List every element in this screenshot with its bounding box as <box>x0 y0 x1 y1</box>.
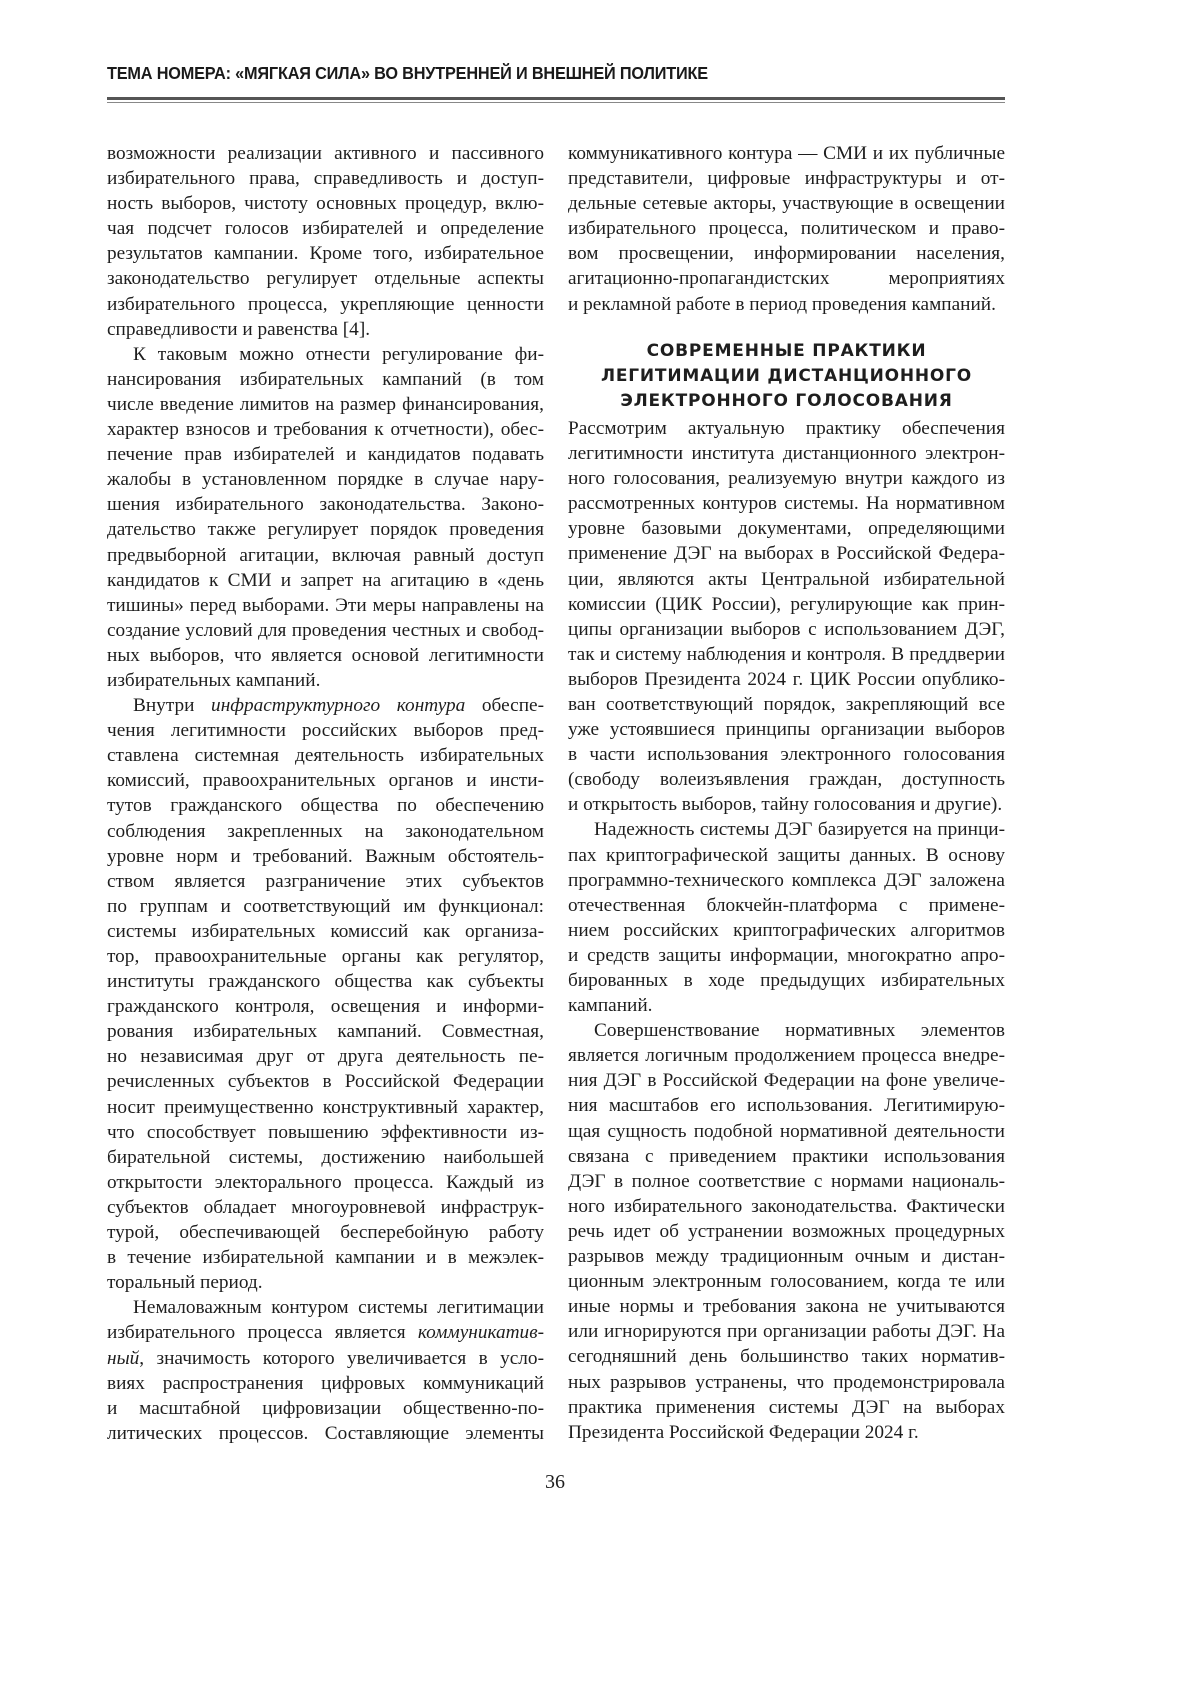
text-line: агитационно-пропагандистских мероприятиях <box>568 266 1005 291</box>
text-line: создание условий для проведения честных и свобод- <box>107 618 544 643</box>
text-line: субъектов обладает многоуровневой инфраструк- <box>107 1195 544 1220</box>
text-line: результатов кампании. Кроме того, избирательное <box>107 241 544 266</box>
text-line: уровне базовыми документами, определяющими <box>568 516 1005 541</box>
text-line: и средств защиты информации, многократно апро- <box>568 943 1005 968</box>
text-line: по группам и соответствующий им функционал: <box>107 894 544 919</box>
left-column <box>107 141 544 1446</box>
text-line: нансирования избирательных кампаний (в том <box>107 367 544 392</box>
text-line: гражданского контроля, освещения и информи- <box>107 994 544 1019</box>
text-line: уровне норм и требований. Важным обстоятель- <box>107 844 544 869</box>
text-line <box>107 1346 544 1371</box>
text-line: чая подсчет голосов избирателей и определение <box>107 216 544 241</box>
text-line: избирательных кампаний. <box>107 668 544 693</box>
text-line: кампаний. <box>568 993 1005 1018</box>
text-line: печение прав избирателей и кандидатов подавать <box>107 442 544 467</box>
text-line: речисленных субъектов в Российской Федерации <box>107 1069 544 1094</box>
text-line: Немаловажным контуром системы легитимации <box>107 1295 544 1320</box>
text-line: носит преимущественно конструктивный характер, <box>107 1095 544 1120</box>
section-heading-line: СОВРЕМЕННЫЕ ПРАКТИКИ <box>568 339 1005 364</box>
text-line: ных разрывов устранены, что продемонстрировала <box>568 1370 1005 1395</box>
italic-term: ный <box>107 1348 139 1369</box>
text-line: К таковым можно отнести регулирование фи- <box>107 342 544 367</box>
text-line: кандидатов к СМИ и запрет на агитацию в «день <box>107 568 544 593</box>
text-line: возможности реализации активного и пассивного <box>107 141 544 166</box>
paragraph <box>107 141 544 342</box>
text-line: уже устоявшиеся принципы организации выборов <box>568 717 1005 742</box>
text-line: избирательного процесса, политическом и право- <box>568 216 1005 241</box>
text-line: бирательной системы, достижению наибольшей <box>107 1145 544 1170</box>
text-line: нием российских криптографических алгоритмов <box>568 918 1005 943</box>
text-line: программно-технического комплекса ДЭГ заложена <box>568 868 1005 893</box>
text-line: избирательного права, справедливость и доступ- <box>107 166 544 191</box>
text-line: рассмотренных контуров системы. На нормативном <box>568 491 1005 516</box>
text-line: вом просвещении, информировании населения, <box>568 241 1005 266</box>
text-line: ством является разграничение этих субъектов <box>107 869 544 894</box>
text-line: открытости электорального процесса. Каждый из <box>107 1170 544 1195</box>
text-line: турой, обеспечивающей бесперебойную работу <box>107 1220 544 1245</box>
text-line: ность выборов, чистоту основных процедур, вклю- <box>107 191 544 216</box>
text-line: Президента Российской Федерации 2024 г. <box>568 1420 1005 1445</box>
text-line: ного избирательного законодательства. Фактически <box>568 1194 1005 1219</box>
right-column-intro <box>568 141 1005 317</box>
text-line: легитимности института дистанционного электрон- <box>568 441 1005 466</box>
right-column <box>568 141 1005 1445</box>
text-line <box>107 693 544 718</box>
text-segment: избирательного процесса является <box>107 1322 418 1343</box>
text-line: тор, правоохранительные органы как регулятор, <box>107 944 544 969</box>
text-line: дельные сетевые акторы, участвующие в освещении <box>568 191 1005 216</box>
text-line: бированных в ходе предыдущих избирательных <box>568 968 1005 993</box>
text-line: является логичным продолжением процесса внедре- <box>568 1043 1005 1068</box>
text-line: законодательство регулирует отдельные аспекты <box>107 266 544 291</box>
paragraph <box>568 416 1005 818</box>
page-number: 36 <box>0 1471 1110 1494</box>
text-line: ных выборов, что является основой легитимности <box>107 643 544 668</box>
text-line: чения легитимности российских выборов пред- <box>107 718 544 743</box>
running-header: ТЕМА НОМЕРА: «МЯГКАЯ СИЛА» ВО ВНУТРЕННЕЙ И ВНЕШНЕЙ ПОЛИТИКЕ <box>107 63 708 84</box>
text-line: системы избирательных комиссий как организа- <box>107 919 544 944</box>
text-line: виях распространения цифровых коммуникаций <box>107 1371 544 1396</box>
text-line: отечественная блокчейн-платформа с примене- <box>568 893 1005 918</box>
text-line: пах криптографической защиты данных. В основу <box>568 843 1005 868</box>
text-segment: , значимость которого увеличивается в усло- <box>139 1348 544 1369</box>
text-line: Рассмотрим актуальную практику обеспечения <box>568 416 1005 441</box>
text-segment: обеспе- <box>465 695 544 716</box>
section-heading-line: ЭЛЕКТРОННОГО ГОЛОСОВАНИЯ <box>568 389 1005 414</box>
header-divider <box>107 97 1005 103</box>
text-line: ции, являются акты Центральной избирательной <box>568 567 1005 592</box>
text-line: литических процессов. Составляющие элементы <box>107 1421 544 1446</box>
text-line: справедливости и равенства [4]. <box>107 317 544 342</box>
text-line: избирательного процесса, укрепляющие ценности <box>107 292 544 317</box>
text-line: практика применения системы ДЭГ на выборах <box>568 1395 1005 1420</box>
text-line: соблюдения закрепленных на законодательном <box>107 819 544 844</box>
text-line: (свободу волеизъявления граждан, доступность <box>568 767 1005 792</box>
text-line: ния ДЭГ в Российской Федерации на фоне увеличе- <box>568 1068 1005 1093</box>
text-line: разрывов между традиционным очным и дистан- <box>568 1244 1005 1269</box>
text-line: дательство также регулирует порядок проведения <box>107 517 544 542</box>
text-line: торальный период. <box>107 1270 544 1295</box>
text-line: институты гражданского общества как субъекты <box>107 969 544 994</box>
text-line: сегодняшний день большинство таких норматив- <box>568 1344 1005 1369</box>
paragraph <box>568 817 1005 1018</box>
text-line: ДЭГ в полное соответствие с нормами националь- <box>568 1169 1005 1194</box>
text-line: применение ДЭГ на выборах в Российской Федера- <box>568 541 1005 566</box>
text-line: ципы организации выборов с использованием ДЭГ, <box>568 617 1005 642</box>
text-line: щая сущность подобной нормативной деятельности <box>568 1119 1005 1144</box>
paragraph <box>107 1295 544 1446</box>
text-line: рования избирательных кампаний. Совместная, <box>107 1019 544 1044</box>
text-line: тишины» перед выборами. Эти меры направлены на <box>107 593 544 618</box>
text-line: в течение избирательной кампании и в межэлек- <box>107 1245 544 1270</box>
text-line: связана с приведением практики использования <box>568 1144 1005 1169</box>
text-line: представители, цифровые инфраструктуры и от- <box>568 166 1005 191</box>
text-line: и открытость выборов, тайну голосования и другие). <box>568 792 1005 817</box>
text-line: характер взносов и требования к отчетности), обес- <box>107 417 544 442</box>
text-line: ван соответствующий порядок, закрепляющий все <box>568 692 1005 717</box>
text-line: и масштабной цифровизации общественно-по- <box>107 1396 544 1421</box>
paragraph <box>107 342 544 693</box>
text-line: иные нормы и требования закона не учитываются <box>568 1294 1005 1319</box>
text-line: жалобы в установленном порядке в случае нару- <box>107 467 544 492</box>
text-segment: Внутри <box>133 695 211 716</box>
text-line: что способствует повышению эффективности из- <box>107 1120 544 1145</box>
text-line: ставлена системная деятельность избирательных <box>107 743 544 768</box>
text-line: так и систему наблюдения и контроля. В преддверии <box>568 642 1005 667</box>
italic-term: коммуникатив- <box>418 1322 544 1343</box>
italic-term: инфраструктурного контура <box>211 695 465 716</box>
section-heading <box>568 339 1005 414</box>
text-line: предвыборной агитации, включая равный доступ <box>107 543 544 568</box>
text-line: выборов Президента 2024 г. ЦИК России опублико- <box>568 667 1005 692</box>
text-line: комиссии (ЦИК России), регулирующие как прин- <box>568 592 1005 617</box>
text-line: Совершенствование нормативных элементов <box>568 1018 1005 1043</box>
section-heading-line: ЛЕГИТИМАЦИИ ДИСТАНЦИОННОГО <box>568 364 1005 389</box>
text-line: ния масштабов его использования. Легитимирую- <box>568 1093 1005 1118</box>
text-line: но независимая друг от друга деятельность пе- <box>107 1044 544 1069</box>
text-line: Надежность системы ДЭГ базируется на принци- <box>568 817 1005 842</box>
text-line: в части использования электронного голосования <box>568 742 1005 767</box>
text-line: ного голосования, реализуемую внутри каждого из <box>568 466 1005 491</box>
text-line: и рекламной работе в период проведения кампаний. <box>568 292 1005 317</box>
paragraph <box>107 693 544 1295</box>
text-line: шения избирательного законодательства. Законо- <box>107 492 544 517</box>
text-line <box>107 1320 544 1345</box>
text-line: или игнорируются при организации работы ДЭГ. На <box>568 1319 1005 1344</box>
text-line: речь идет об устранении возможных процедурных <box>568 1219 1005 1244</box>
paragraph <box>568 141 1005 317</box>
text-line: комиссий, правоохранительных органов и инсти- <box>107 768 544 793</box>
text-line: тутов гражданского общества по обеспечению <box>107 793 544 818</box>
text-line: числе введение лимитов на размер финансирования, <box>107 392 544 417</box>
text-line: коммуникативного контура — СМИ и их публичные <box>568 141 1005 166</box>
paragraph <box>568 1018 1005 1445</box>
right-column-body <box>568 416 1005 1445</box>
text-line: ционным электронным голосованием, когда те или <box>568 1269 1005 1294</box>
